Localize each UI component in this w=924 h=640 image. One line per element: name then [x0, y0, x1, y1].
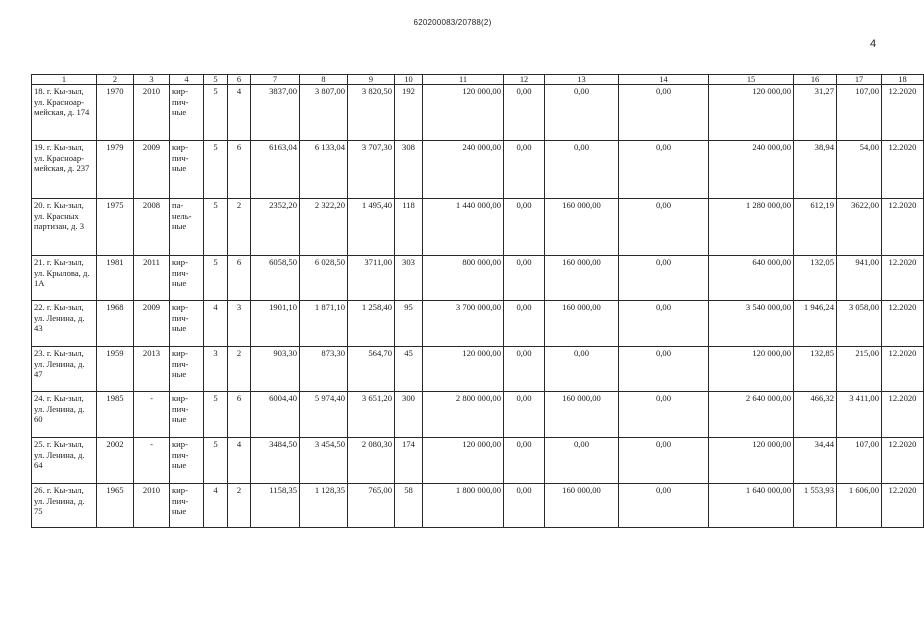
table-cell: 3 058,00: [837, 301, 882, 347]
table-cell: 2 322,20: [300, 199, 348, 256]
table-cell: 3 651,20: [348, 392, 395, 438]
table-cell: 5: [204, 256, 228, 301]
column-header: 3: [134, 75, 170, 85]
table-cell: 0,00: [619, 301, 709, 347]
table-cell: 5: [204, 392, 228, 438]
table-cell: 3 820,50: [348, 85, 395, 141]
table-cell: 120 000,00: [423, 438, 504, 484]
table-cell: 12.2020: [882, 347, 924, 392]
table-cell: 2009: [134, 301, 170, 347]
table-cell: 5 974,40: [300, 392, 348, 438]
table-cell: 6004,40: [251, 392, 300, 438]
table-cell: 1901,10: [251, 301, 300, 347]
table-cell: 1 280 000,00: [709, 199, 794, 256]
table-cell: 1 871,10: [300, 301, 348, 347]
table-cell: 612,19: [794, 199, 837, 256]
table-cell: 2 800 000,00: [423, 392, 504, 438]
table-cell: 0,00: [504, 438, 545, 484]
table-cell: кир-пич-ные: [170, 85, 204, 141]
address-cell: 23. г. Кы-зыл, ул. Ленина, д. 47: [32, 347, 97, 392]
table-cell: 1 495,40: [348, 199, 395, 256]
table-cell: 640 000,00: [709, 256, 794, 301]
table-cell: 120 000,00: [709, 85, 794, 141]
table-cell: 303: [395, 256, 423, 301]
table-cell: кир-пич-ные: [170, 347, 204, 392]
address-cell: 24. г. Кы-зыл, ул. Ленина, д. 60: [32, 392, 97, 438]
table-cell: 0,00: [545, 347, 619, 392]
table-cell: 0,00: [545, 438, 619, 484]
table-cell: 3 807,00: [300, 85, 348, 141]
table-cell: 0,00: [504, 141, 545, 199]
table-cell: 120 000,00: [709, 347, 794, 392]
address-cell: 25. г. Кы-зыл, ул. Ленина, д. 64: [32, 438, 97, 484]
column-header: 5: [204, 75, 228, 85]
table-cell: 38,94: [794, 141, 837, 199]
table-cell: 4: [204, 301, 228, 347]
table-cell: 132,05: [794, 256, 837, 301]
column-header: 18: [882, 75, 924, 85]
table-cell: 120 000,00: [709, 438, 794, 484]
table-cell: 873,30: [300, 347, 348, 392]
table-cell: 12.2020: [882, 301, 924, 347]
table-cell: 3 700 000,00: [423, 301, 504, 347]
column-header: 17: [837, 75, 882, 85]
address-cell: 19. г. Кы-зыл, ул. Красноар-мейская, д. 237: [32, 141, 97, 199]
address-cell: 22. г. Кы-зыл, ул. Ленина, д. 43: [32, 301, 97, 347]
table-cell: 160 000,00: [545, 392, 619, 438]
table-cell: 34,44: [794, 438, 837, 484]
table-cell: 1975: [97, 199, 134, 256]
table-cell: 107,00: [837, 85, 882, 141]
column-header: 1: [32, 75, 97, 85]
column-header: 13: [545, 75, 619, 85]
table-cell: 192: [395, 85, 423, 141]
table-cell: 1959: [97, 347, 134, 392]
table-cell: 1 128,35: [300, 484, 348, 528]
table-cell: 800 000,00: [423, 256, 504, 301]
table-cell: 1 800 000,00: [423, 484, 504, 528]
table-cell: 12.2020: [882, 256, 924, 301]
table-cell: 0,00: [504, 301, 545, 347]
table-cell: 12.2020: [882, 392, 924, 438]
table-cell: 2: [228, 484, 251, 528]
table-cell: 0,00: [619, 438, 709, 484]
table-row: [32, 484, 924, 528]
table-cell: 1 553,93: [794, 484, 837, 528]
table-cell: 2010: [134, 484, 170, 528]
table-cell: 132,85: [794, 347, 837, 392]
address-cell: 18. г. Кы-зыл, ул. Красноар-мейская, д. 174: [32, 85, 97, 141]
address-cell: 20. г. Кы-зыл, ул. Красных партизан, д. 3: [32, 199, 97, 256]
table-cell: 941,00: [837, 256, 882, 301]
table-cell: 2009: [134, 141, 170, 199]
table-cell: 6: [228, 141, 251, 199]
column-header: 10: [395, 75, 423, 85]
column-header: 7: [251, 75, 300, 85]
table-cell: 1985: [97, 392, 134, 438]
table-cell: 1965: [97, 484, 134, 528]
table-cell: 5: [204, 438, 228, 484]
table-cell: 120 000,00: [423, 347, 504, 392]
column-header: 14: [619, 75, 709, 85]
table-cell: кир-пич-ные: [170, 392, 204, 438]
table-cell: 1981: [97, 256, 134, 301]
column-header: 15: [709, 75, 794, 85]
table-cell: 174: [395, 438, 423, 484]
table-cell: 5: [204, 85, 228, 141]
table-cell: 0,00: [504, 85, 545, 141]
table-cell: 0,00: [619, 347, 709, 392]
table-cell: 466,32: [794, 392, 837, 438]
table-cell: 2011: [134, 256, 170, 301]
table-cell: 6163,04: [251, 141, 300, 199]
table-cell: 2013: [134, 347, 170, 392]
table-cell: 2002: [97, 438, 134, 484]
table-cell: 6 028,50: [300, 256, 348, 301]
table-cell: 6: [228, 392, 251, 438]
table-cell: 12.2020: [882, 484, 924, 528]
table-cell: 2 080,30: [348, 438, 395, 484]
table-cell: 3837,00: [251, 85, 300, 141]
table-cell: 1 946,24: [794, 301, 837, 347]
table-cell: 6: [228, 256, 251, 301]
table-cell: 1 606,00: [837, 484, 882, 528]
table-cell: 2 640 000,00: [709, 392, 794, 438]
address-cell: 26. г. Кы-зыл, ул. Ленина, д. 75: [32, 484, 97, 528]
page-number: 4: [870, 38, 877, 50]
table-cell: 160 000,00: [545, 256, 619, 301]
table-cell: 5: [204, 199, 228, 256]
table-header-row: [32, 75, 924, 85]
table-cell: 0,00: [504, 256, 545, 301]
table-cell: 107,00: [837, 438, 882, 484]
table-cell: 903,30: [251, 347, 300, 392]
column-header: 6: [228, 75, 251, 85]
table-cell: 0,00: [504, 347, 545, 392]
table-cell: 0,00: [619, 141, 709, 199]
table-cell: 0,00: [504, 199, 545, 256]
column-header: 12: [504, 75, 545, 85]
table-cell: 3622,00: [837, 199, 882, 256]
table-cell: -: [134, 392, 170, 438]
table-cell: 6058,50: [251, 256, 300, 301]
table-cell: 2008: [134, 199, 170, 256]
table-cell: 240 000,00: [423, 141, 504, 199]
table-cell: 5: [204, 141, 228, 199]
table-cell: 12.2020: [882, 438, 924, 484]
table-cell: 3484,50: [251, 438, 300, 484]
table-cell: кир-пич-ные: [170, 438, 204, 484]
column-header: 16: [794, 75, 837, 85]
table-cell: па-нель-ные: [170, 199, 204, 256]
column-header: 9: [348, 75, 395, 85]
table-cell: 3 540 000,00: [709, 301, 794, 347]
table-cell: 4: [228, 85, 251, 141]
table-cell: 215,00: [837, 347, 882, 392]
table-cell: кир-пич-ные: [170, 141, 204, 199]
table-cell: 160 000,00: [545, 484, 619, 528]
table-row: [32, 85, 924, 141]
table-cell: 3: [204, 347, 228, 392]
table-cell: 1970: [97, 85, 134, 141]
table-row: [32, 301, 924, 347]
table-cell: кир-пич-ные: [170, 484, 204, 528]
table-cell: 160 000,00: [545, 199, 619, 256]
table-cell: 1968: [97, 301, 134, 347]
table-cell: 31,27: [794, 85, 837, 141]
table-cell: 45: [395, 347, 423, 392]
document-code: 620200083/20788(2): [413, 18, 492, 27]
table-cell: 58: [395, 484, 423, 528]
table-cell: 0,00: [545, 141, 619, 199]
table-cell: 0,00: [504, 392, 545, 438]
table-row: [32, 199, 924, 256]
table-cell: 300: [395, 392, 423, 438]
table-cell: 12.2020: [882, 199, 924, 256]
table-row: [32, 141, 924, 199]
table-cell: 120 000,00: [423, 85, 504, 141]
table-cell: кир-пич-ные: [170, 301, 204, 347]
table-cell: 2010: [134, 85, 170, 141]
table-cell: 3711,00: [348, 256, 395, 301]
table-cell: 765,00: [348, 484, 395, 528]
column-header: 4: [170, 75, 204, 85]
table-cell: 564,70: [348, 347, 395, 392]
table-cell: 95: [395, 301, 423, 347]
column-header: 11: [423, 75, 504, 85]
table-cell: 0,00: [545, 85, 619, 141]
table-cell: 1 258,40: [348, 301, 395, 347]
table-cell: 4: [228, 438, 251, 484]
table-cell: 2: [228, 199, 251, 256]
table-cell: 1 640 000,00: [709, 484, 794, 528]
table-cell: 1979: [97, 141, 134, 199]
table-cell: 0,00: [619, 392, 709, 438]
address-cell: 21. г. Кы-зыл, ул. Крылова, д. 1А: [32, 256, 97, 301]
table-cell: 0,00: [619, 484, 709, 528]
table-cell: 4: [204, 484, 228, 528]
table-cell: 0,00: [504, 484, 545, 528]
table-cell: 3 411,00: [837, 392, 882, 438]
table-cell: 3 707,30: [348, 141, 395, 199]
table-cell: 6 133,04: [300, 141, 348, 199]
table-cell: кир-пич-ные: [170, 256, 204, 301]
table-cell: 118: [395, 199, 423, 256]
table-row: [32, 256, 924, 301]
table-cell: 54,00: [837, 141, 882, 199]
table-cell: 12.2020: [882, 141, 924, 199]
table-row: [32, 438, 924, 484]
table-cell: 2: [228, 347, 251, 392]
table-cell: 3 454,50: [300, 438, 348, 484]
table-cell: 1158,35: [251, 484, 300, 528]
column-header: 8: [300, 75, 348, 85]
table-cell: 2352,20: [251, 199, 300, 256]
table-cell: 160 000,00: [545, 301, 619, 347]
table-row: [32, 347, 924, 392]
table-cell: 0,00: [619, 256, 709, 301]
table-row: [32, 392, 924, 438]
housing-table: [31, 74, 924, 528]
table-cell: 0,00: [619, 199, 709, 256]
table-cell: 0,00: [619, 85, 709, 141]
table-cell: 3: [228, 301, 251, 347]
table-cell: 1 440 000,00: [423, 199, 504, 256]
table-cell: -: [134, 438, 170, 484]
column-header: 2: [97, 75, 134, 85]
table-cell: 308: [395, 141, 423, 199]
table-cell: 12.2020: [882, 85, 924, 141]
table-cell: 240 000,00: [709, 141, 794, 199]
